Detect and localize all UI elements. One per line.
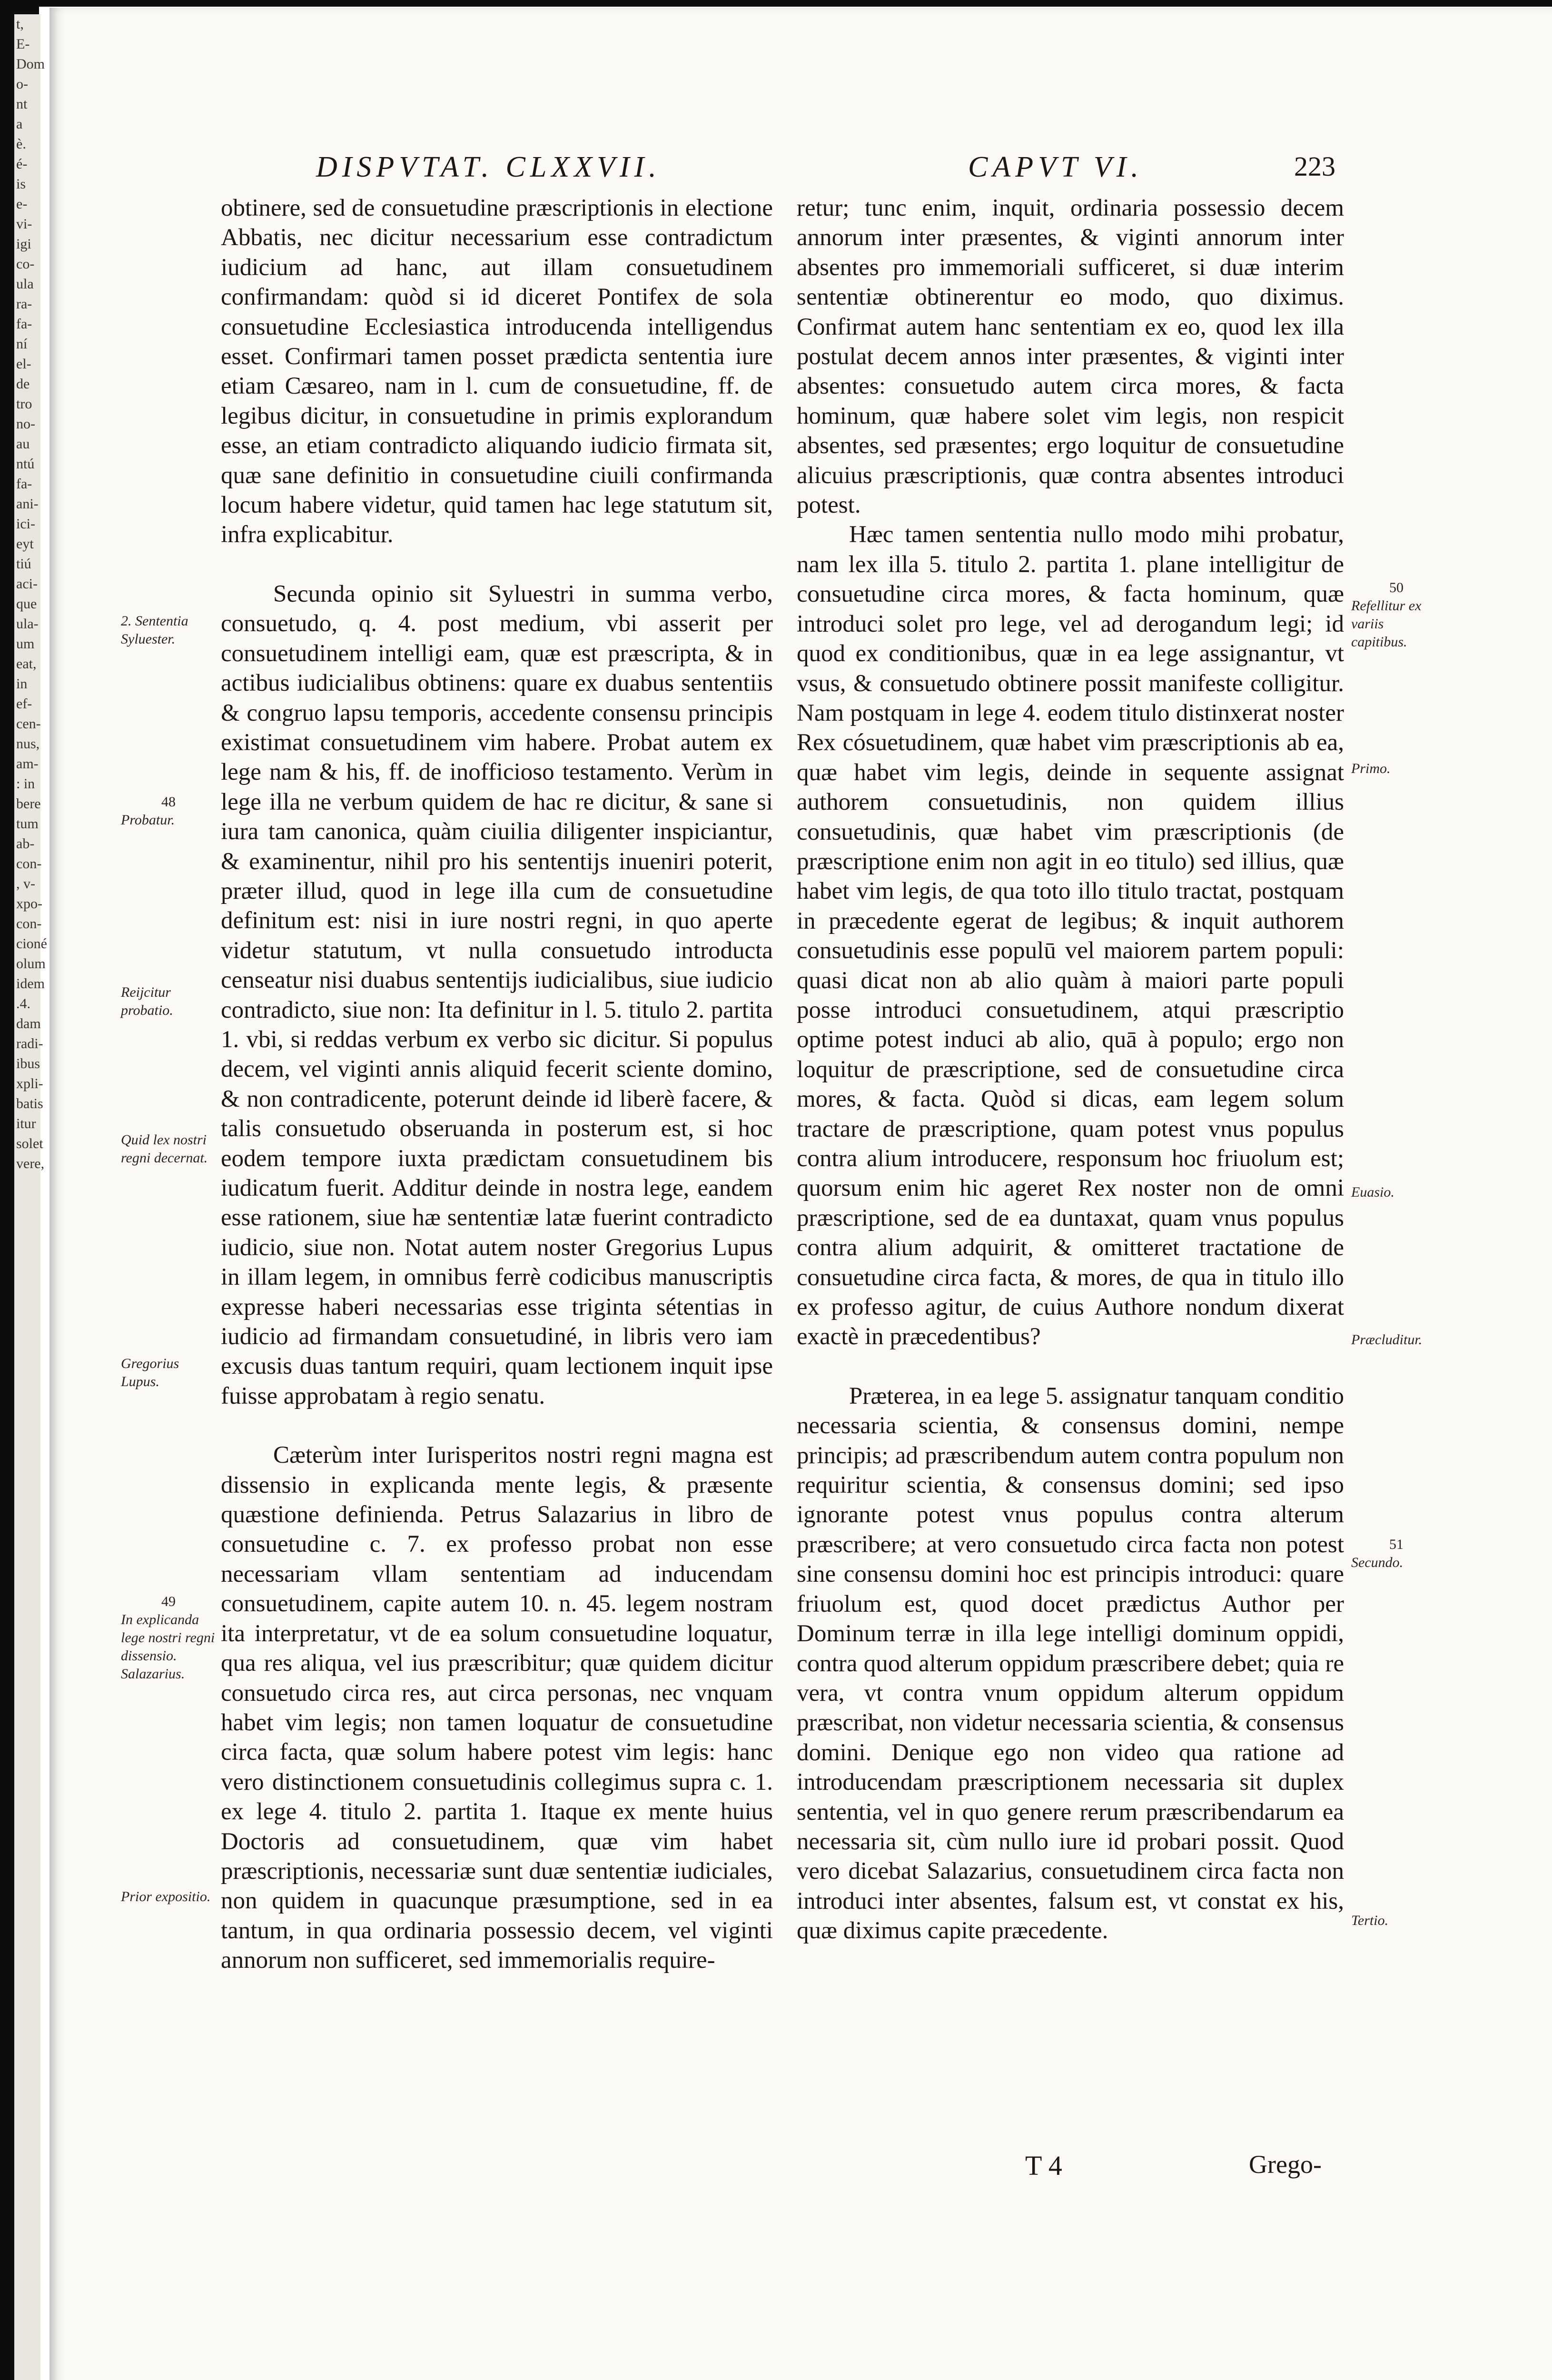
- paragraph: Secunda opinio sit Syluestri in summa verbo, consuetudo, q. 4. post medium, vbi asserit per consuetudinem intelligi eam, quæ est præscripta, & in actibus iudicialibus obtinens: quare ex duabus sententiis & congruo lapsu temporis, accedente consensu principis existimat consuetudinem vim habere. Probat autem ex lege nam & his, ff. de inofficioso testamento. Verùm in lege illa ne verbum quidem de hac re dicitur, & sane si iura tam canonica, quàm ciuilia diligenter inspiciantur, & examinentur, nihil pro his sententijs inueniri poterit, præter illud, quod in lege illa cum de consuetudine definitum est: nisi in iure nostri regni, in quo aperte videtur statutum, vt nulla consuetudo introducta censeatur nisi duabus sententijs iudicialibus, siue iudicio contradicto, siue non: Ita definitur in l. 5. titulo 2. partita 1. vbi, si reddas verbum ex verbo sic dicitur. Si populus decem, vel viginti annis aliquid fecerit sciente domino, & non contradicente, poterunt deinde id liberè facere, & talis consuetudo obseruanda in posterum est, si hoc eodem tempore iuxta prædictam consuetudinem bis iudicatum fuerit. Additur deinde in nostra lege, eandem esse rationem, siue hæ sententiæ latæ fuerint contradicto iudicio, siue non. Notat autem noster Gregorius Lupus in illam legem, in omnibus ferrè codicibus manuscriptis expresse haberi necessarias esse triginta sétentias in iudicio ad firmandam consuetudiné, in libris vero iam excusis duas tantum requiri, quam lectionem inquit ipse fuisse approbatam à regio senatu.: [221, 580, 773, 1409]
- previous-page-fragment: ab-: [16, 836, 35, 852]
- paragraph: retur; tunc enim, inquit, ordinaria possessio decem annorum inter præsentes, & viginti annorum inter absentes pro immemoriali sufficeret, si duæ interim sententiæ obtinerentur eo modo, quo diximus. Confirmat autem hanc sententiam ex eo, quod lex illa postulat decem annos inter præsentes, & viginti inter absentes: consuetudo autem circa mores, & facta hominum, quæ habere solet vim legis, non respicit absentes, sed præsentes; ergo loquitur de consuetudine alicuius præscriptionis, quæ contra absentes introduci potest.: [797, 195, 1344, 519]
- previous-page-fragment: E-: [16, 36, 30, 52]
- previous-page-fragment: cioné: [16, 936, 47, 952]
- left-column: [221, 193, 773, 1975]
- previous-page-fragment: fa-: [16, 316, 32, 332]
- previous-page-fragment: xpli-: [16, 1076, 43, 1091]
- running-head-right: CAPVT VI.: [968, 151, 1143, 183]
- previous-page-fragment: : in: [16, 776, 35, 792]
- previous-page-fragment: nt: [16, 96, 28, 112]
- previous-page-fragment: eyt: [16, 536, 34, 552]
- previous-page-fragment: con-: [16, 856, 42, 872]
- previous-page-fragment: vi-: [16, 216, 32, 232]
- previous-page-fragment: de: [16, 376, 30, 392]
- previous-page-fragment: itur: [16, 1116, 36, 1131]
- margin-note: 2. Sententia Syluester.: [121, 613, 188, 647]
- previous-page-fragment: xpo-: [16, 896, 42, 912]
- margin-note: Prior expositio.: [121, 1889, 211, 1904]
- previous-page-fragment: in: [16, 676, 28, 692]
- paragraph: Præterea, in ea lege 5. assignatur tanquam conditio necessaria scientia, & consensus domini, nempe principis; ad præscribendum autem contra populum non requiritur scientia, & consensus domini; sed ipso ignorante potest vnus populus contra alterum præscribere; at vero consuetudo circa facta non potest sine consensu domini hoc est principis introduci: quare friuolum est, quod docet prædictus Author per Dominum terræ in illa lege intelligi dominum oppidi, contra quod alterum oppidum præscribere debet; quia re vera, vt contra vnum oppidum alterum oppidum præscribat, non videtur necessaria scientia, & consensus domini. Denique ego non video qua ratione ad introducendam præscriptionem necessaria sit duplex sententia, vel in quo genere rerum præscribendarum ea necessaria sit, cùm nullo iure id probari possit. Quod vero dicebat Salazarius, consuetudinem circa facta non introduci inter absentes, falsum est, vt constat ex his, quæ diximus capite præcedente.: [797, 1382, 1344, 1944]
- previous-page-fragment: nus,: [16, 736, 40, 752]
- previous-page-fragment: , v-: [16, 876, 35, 892]
- previous-page-sliver: [14, 14, 47, 2380]
- previous-page-fragment: tum: [16, 816, 39, 832]
- previous-page-fragment: aci-: [16, 576, 38, 592]
- previous-page-fragment: vere,: [16, 1156, 45, 1171]
- previous-page-fragment: ntú: [16, 456, 35, 472]
- previous-page-fragment: bere: [16, 796, 41, 812]
- margin-note: Tertio.: [1351, 1913, 1389, 1928]
- previous-page-fragment: solet: [16, 1136, 43, 1151]
- running-head-left: DISPVTAT. CLXXVII.: [316, 151, 661, 183]
- previous-page-fragment: dam: [16, 1016, 41, 1031]
- previous-page-fragment: batis: [16, 1096, 43, 1111]
- margin-note: 49 In explicanda lege nostri regni dissensio. Salazarius.: [121, 1594, 215, 1682]
- previous-page-fragment: ibus: [16, 1056, 40, 1071]
- previous-page-fragment: ra-: [16, 296, 32, 312]
- previous-page-fragment: am-: [16, 756, 39, 772]
- margin-note: Præcluditur.: [1351, 1332, 1423, 1348]
- margin-note: Gregorius Lupus.: [121, 1356, 179, 1389]
- paragraph: Cæterùm inter Iurisperitos nostri regni magna est dissensio in explicanda mente legis, & præsente quæstione definienda. Petrus Salazarius in libro de consuetudine c. 7. ex professo probat non esse necessariam vllam sententiam ad inducendam consuetudinem, capite autem 10. n. 45. legem nostram ita interpretatur, vt de ea solum consuetudine loquatur, qua res aliqua, vel ius præscribitur; quæ quidem dicitur consuetudo circa res, aut circa personas, nec vnquam habet vim legis; non tamen loquatur de consuetudine circa facta, quæ solum habere potest vim legis: hanc vero distinctionem consuetudinis collegimus supra c. 1. ex lege 4. titulo 2. partita 1. Itaque ex mente huius Doctoris ad consuetudinem, quæ vim habet præscriptionis, necessariæ sunt duæ sententiæ iudiciales, non quidem in quacunque præsumptione, sed in ea tantum, in qua ordinaria possessio decem, vel viginti annorum non sufficeret, sed immemorialis require-: [221, 1442, 773, 1974]
- previous-page-fragment: que: [16, 596, 37, 612]
- previous-page-fragment: con-: [16, 916, 42, 932]
- book-page: [49, 8, 1552, 2380]
- scan-top-edge: [0, 0, 1552, 7]
- margin-note: 51 Secundo.: [1351, 1537, 1404, 1570]
- paragraph: obtinere, sed de consuetudine præscriptionis in electione Abbatis, nec dicitur necessarium esse contradictum iudicium ad hanc, aut illam consuetudinem confirmandam: quòd si id diceret Pontifex de sola consuetudine Ecclesiastica introducenda intelligendus esset. Confirmari tamen posset prædicta sententia iure etiam Cæsareo, nam in l. cum de consuetudine, ff. de legibus dicitur, in consuetudine in primis explorandum esse, an etiam contradicto aliquando iudicio firmata sit, quæ sane definitio in consuetudine ciuili confirmanda locum habere videtur, quid tamen hac lege statutum sit, infra explicabitur.: [221, 195, 773, 548]
- previous-page-fragment: ula-: [16, 616, 39, 632]
- previous-page-fragment: ani-: [16, 496, 39, 512]
- margin-note: Reijcitur probatio.: [121, 984, 173, 1018]
- previous-page-fragment: radi-: [16, 1036, 43, 1051]
- previous-page-fragment: um: [16, 636, 35, 652]
- previous-page-fragment: eat,: [16, 656, 37, 672]
- page-number: 223: [1294, 151, 1335, 182]
- previous-page-fragment: igi: [16, 236, 31, 252]
- catchword: Grego-: [1249, 2150, 1322, 2179]
- previous-page-fragment: tiú: [16, 556, 31, 572]
- margin-note: 50 Refellitur ex variis capitibus.: [1351, 580, 1422, 650]
- signature-mark: T 4: [1025, 2150, 1062, 2181]
- previous-page-fragment: el-: [16, 356, 31, 372]
- right-column: [797, 193, 1344, 1946]
- previous-page-fragment: ici-: [16, 516, 35, 532]
- previous-page-fragment: olum: [16, 956, 46, 972]
- previous-page-fragment: fa-: [16, 476, 32, 492]
- previous-page-fragment: ula: [16, 276, 34, 292]
- margin-note: 48 Probatur.: [121, 794, 176, 828]
- paragraph: Hæc tamen sententia nullo modo mihi probatur, nam lex illa 5. titulo 2. partita 1. plane intelligitur de consuetudine circa mores, & facta hominum, quæ introduci solet pro lege, vel ad derogandum legi; id quod ex conditionibus, quæ in ea lege assignantur, vt vsus, & consuetudo obtinere possit manifeste colligitur. Nam postquam in lege 4. eodem titulo distinxerat noster Rex cósuetudinem, quæ habet vim præscriptionis ab ea, quæ habet vim legis, deinde in sequente assignat authorem consuetudinis, non quidem illius consuetudinis, quæ habet vim præscriptionis (de præscriptione enim non agit in eo titulo) sed illius, quæ habet vim legis, de qua toto illo titulo tractat, postquam in præcedente egerat de legibus; & inquit authorem consuetudinis esse populū vel maiorem partem populi: quasi dicat non ab alio quàm à maiori parte populi posse introduci consuetudinem, atqui præscriptio optime potest induci ab alio, quā à populo; ergo non loquitur de præscriptione, sed de consuetudine circa mores, & facta. Quòd si dicas, eam legem solum tractare de præscriptione, quam potest vnus populus contra alium introducere, responsum hoc friuolum est; quorsum enim hic ageret Rex noster non de omni præscriptione, sed de ea duntaxat, quam vnus populus contra alium adquirit, & omitteret tractatione de consuetudine circa facta, & mores, de qua in titulo illo ex professo agitur, de cuius Authore nondum dixerat exactè in præcedentibus?: [797, 521, 1344, 1350]
- previous-page-fragment: é-: [16, 156, 28, 172]
- previous-page-fragment: è.: [16, 136, 26, 152]
- previous-page-fragment: idem: [16, 976, 45, 992]
- margin-note: Quid lex nostri regni decernat.: [121, 1132, 208, 1166]
- previous-page-fragment: .4.: [16, 996, 30, 1012]
- previous-page-fragment: no-: [16, 416, 35, 432]
- previous-page-fragment: ní: [16, 336, 28, 352]
- previous-page-fragment: t,: [16, 16, 24, 32]
- margin-note: Primo.: [1351, 761, 1391, 776]
- previous-page-fragment: au: [16, 436, 30, 452]
- previous-page-fragment: o-: [16, 76, 28, 92]
- previous-page-fragment: cen-: [16, 716, 41, 732]
- previous-page-fragment: ef-: [16, 696, 32, 712]
- margin-note: Euasio.: [1351, 1184, 1394, 1200]
- previous-page-fragment: Dom: [16, 56, 45, 72]
- previous-page-fragment: a: [16, 116, 23, 132]
- previous-page-fragment: is: [16, 176, 26, 192]
- previous-page-fragment: tro: [16, 396, 32, 412]
- previous-page-fragment: co-: [16, 256, 35, 272]
- previous-page-fragment: e-: [16, 196, 28, 212]
